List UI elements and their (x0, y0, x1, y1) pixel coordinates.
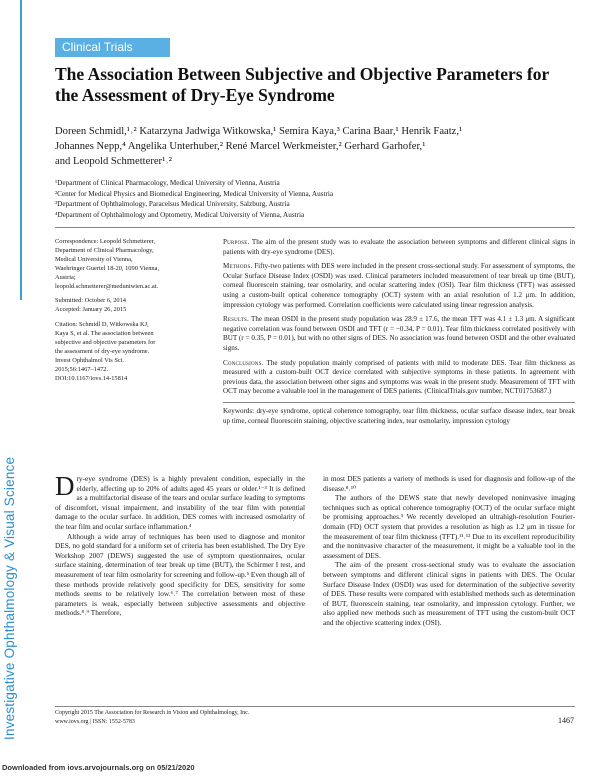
footer-divider (55, 706, 575, 707)
author-line: and Leopold Schmetterer¹˒² (55, 156, 172, 167)
abstract (223, 238, 575, 431)
affiliation-list (55, 178, 575, 220)
section-label: Conclusions. (223, 358, 264, 367)
dates (55, 297, 163, 315)
section-text: The mean OSDI in the present study population was 28.9 ± 17.6, the mean TFT was 4.1 ± 1.3 μm. A significant negative correlation was found between OSDI and TFT (r = −0.34, P = 0.01). Tear film thickness correlated positively with BUT (r = 0.35, P = 0.01), but with no other signs of DES. No association was found between OSDI and the other evaluated signs. (223, 315, 575, 352)
abstract-conclusions (223, 359, 575, 397)
page-number: 1467 (558, 716, 574, 725)
author-line: Johannes Nepp,⁴ Angelika Unterhuber,² René Marcel Werkmeister,² Gerhard Garhofer,¹ (55, 141, 426, 152)
journal-name-vertical: Investigative Ophthalmology & Visual Science (2, 456, 17, 740)
copyright-notice (55, 709, 455, 726)
section-label: Methods. (223, 262, 253, 271)
sidebar-accent-bar (20, 0, 22, 300)
affiliation: ²Center for Medical Physics and Biomedical Engineering, Medical University of Vienna, Austria (55, 189, 334, 198)
website-issn: www.iovs.org | ISSN: 1552-5783 (55, 718, 135, 725)
accepted-date: Accepted: January 26, 2015 (55, 306, 127, 314)
download-note: Downloaded from iovs.arvojournals.org on 05/21/2020 (2, 763, 195, 772)
affiliation: ⁴Department of Ophthalmology and Optometry, Medical University of Vienna, Austria (55, 210, 305, 219)
body-paragraph: in most DES patients a variety of methods is used for diagnosis and follow-up of the disease.⁸˒¹⁰ (323, 474, 575, 493)
section-text: Fifty-two patients with DES were included in the present cross-sectional study. For assessment of symptoms, the Ocular Surface Disease Index (OSDI) was used. Clinical parameters included measurement of tear break up time (BUT), corneal fluorescein staining, tear osmolarity, and ocular scattering index (OSI). Tear film thickness (TFT) was assessed using a custom-built optical coherence tomography (OCT) system with an axial resolution of 1.2 μm. In addition, impression cytology was performed. Correlation coefficients were calculated using linear regression analysis. (223, 262, 575, 309)
section-label: Purpose. (223, 238, 250, 246)
section-text: The study population mainly comprised of patients with mild to moderate DES. Tear film thickness as measured with a custom-built OCT device correlated with subjective symptoms in these patients. In agreement with previous data, the association between other signs and symptoms was weak in the present study. Measurement of TFT with OCT may become a valuable tool in the management of DES patients. (ClinicalTrials.gov number, NCT01753687.) (223, 358, 575, 396)
abstract-results (223, 315, 575, 353)
article-title: The Association Between Subjective and Objective Parameters for the Assessment of Dry-Eye Syndrome (55, 64, 549, 105)
author-list (55, 124, 575, 169)
paragraph-text: ry-eye syndrome (DES) is a highly prevalent condition, especially in the elderly, affecting up to 20% of adults aged 45 years or older.¹⁻³ It is defined as a multifactorial disease of the tears and ocular surface leading to symptoms of discomfort, visual impairment, and instability of the tear film with potential damage to the ocular surface. In addition, DES comes with increased osmolarity of the tear film and ocular surface inflammation.⁴ (55, 474, 305, 531)
body-column-right (323, 474, 575, 628)
body-paragraph (55, 471, 305, 532)
submitted-date: Submitted: October 6, 2014 (55, 297, 126, 305)
drop-cap: D (55, 471, 75, 501)
abstract-purpose (223, 238, 575, 257)
body-paragraph: Although a wide array of techniques has been used to diagnose and monitor DES, no gold standard for a uniform set of criteria has been established. The Dry Eye Workshop 2007 (DEWS) suggested the use of symptom questionnaires, ocular surface staining, determination of tear break up time (BUT), the Schirmer I test, and measurement of tear film osmolarity for screening and follow-up.⁵ Even though all of these methods provide relatively good specificity for DES, sensitivity for some methods seems to be relatively low.⁶˒⁷ The correlation between most of these parameters is weak, especially between subjective assessments and objective methods.⁸˒⁹ Therefore, (55, 531, 305, 618)
citation: Citation: Schmidl D, Witkowska KJ, Kaya S, et al. The association between subjective and objective parameters for the assessment of dry-eye syndrome. Invest Ophthalmol Vis Sci. 2015;56:1467–1472. DOI:10.1167/iovs.14-15814 (55, 321, 156, 382)
keywords: Keywords: dry-eye syndrome, optical coherence tomography, tear film thickness, ocular surface disease index, tear break up time, corneal fluorescein staining, objective scattering index, tear osmolarity, impression cytology (223, 402, 575, 426)
body-paragraph: The authors of the DEWS state that newly developed noninvasive imaging techniques such as optical coherence tomography (OCT) of the ocular surface might be promising approaches.⁵ We recently developed an ultrahigh-resolution Fourier-domain (FD) OCT system that provides a resolution as high as 1.2 μm in tissue for the measurement of tear film thickness (TFT).¹¹˒¹² Due to its excellent reproducibility and the noninvasive character of the measurement, it might be a valuable tool in the assessment of DES. (323, 493, 575, 560)
body-column-left (55, 471, 305, 618)
abstract-methods (223, 262, 575, 310)
affiliation: ¹Department of Clinical Pharmacology, Medical University of Vienna, Austria (55, 179, 280, 187)
section-label: Results. (223, 315, 249, 324)
article-info-column (55, 238, 163, 390)
correspondence: Correspondence: Leopold Schmetterer, Department of Clinical Pharmacology, Medical University of Vienna, Waehringer Guertel 18-20, 1090 Vienna, Austria; leopold.schmetterer@meduniwien.ac.at. (55, 238, 160, 290)
section-text: The aim of the present study was to evaluate the association between symptoms and different clinical signs in patients with dry-eye syndrome (DES). (223, 238, 575, 256)
copyright-line: Copyright 2015 The Association for Research in Vision and Ophthalmology, Inc. (55, 710, 250, 716)
affiliation: ³Department of Ophthalmology, Paracelsus Medical University, Salzburg, Austria (55, 200, 290, 209)
section-tag: Clinical Trials (55, 38, 170, 57)
body-paragraph: The aim of the present cross-sectional study was to evaluate the association between symptoms and different clinical signs in patients with DES. The Ocular Surface Disease Index (OSDI) was used for determination of the subjective severity of DES. These results were compared with established methods such as determination of BUT, fluorescein staining, tear osmolarity, and impression cytology. Further, we also applied new methods such as measurement of TFT using the custom-built OCT and the objective scattering index (OSI). (323, 560, 575, 627)
author-line: Doreen Schmidl,¹˒² Katarzyna Jadwiga Witkowska,¹ Semira Kaya,³ Carina Baar,¹ Henrik Faatz,¹ (55, 126, 463, 137)
header-divider (55, 227, 575, 228)
